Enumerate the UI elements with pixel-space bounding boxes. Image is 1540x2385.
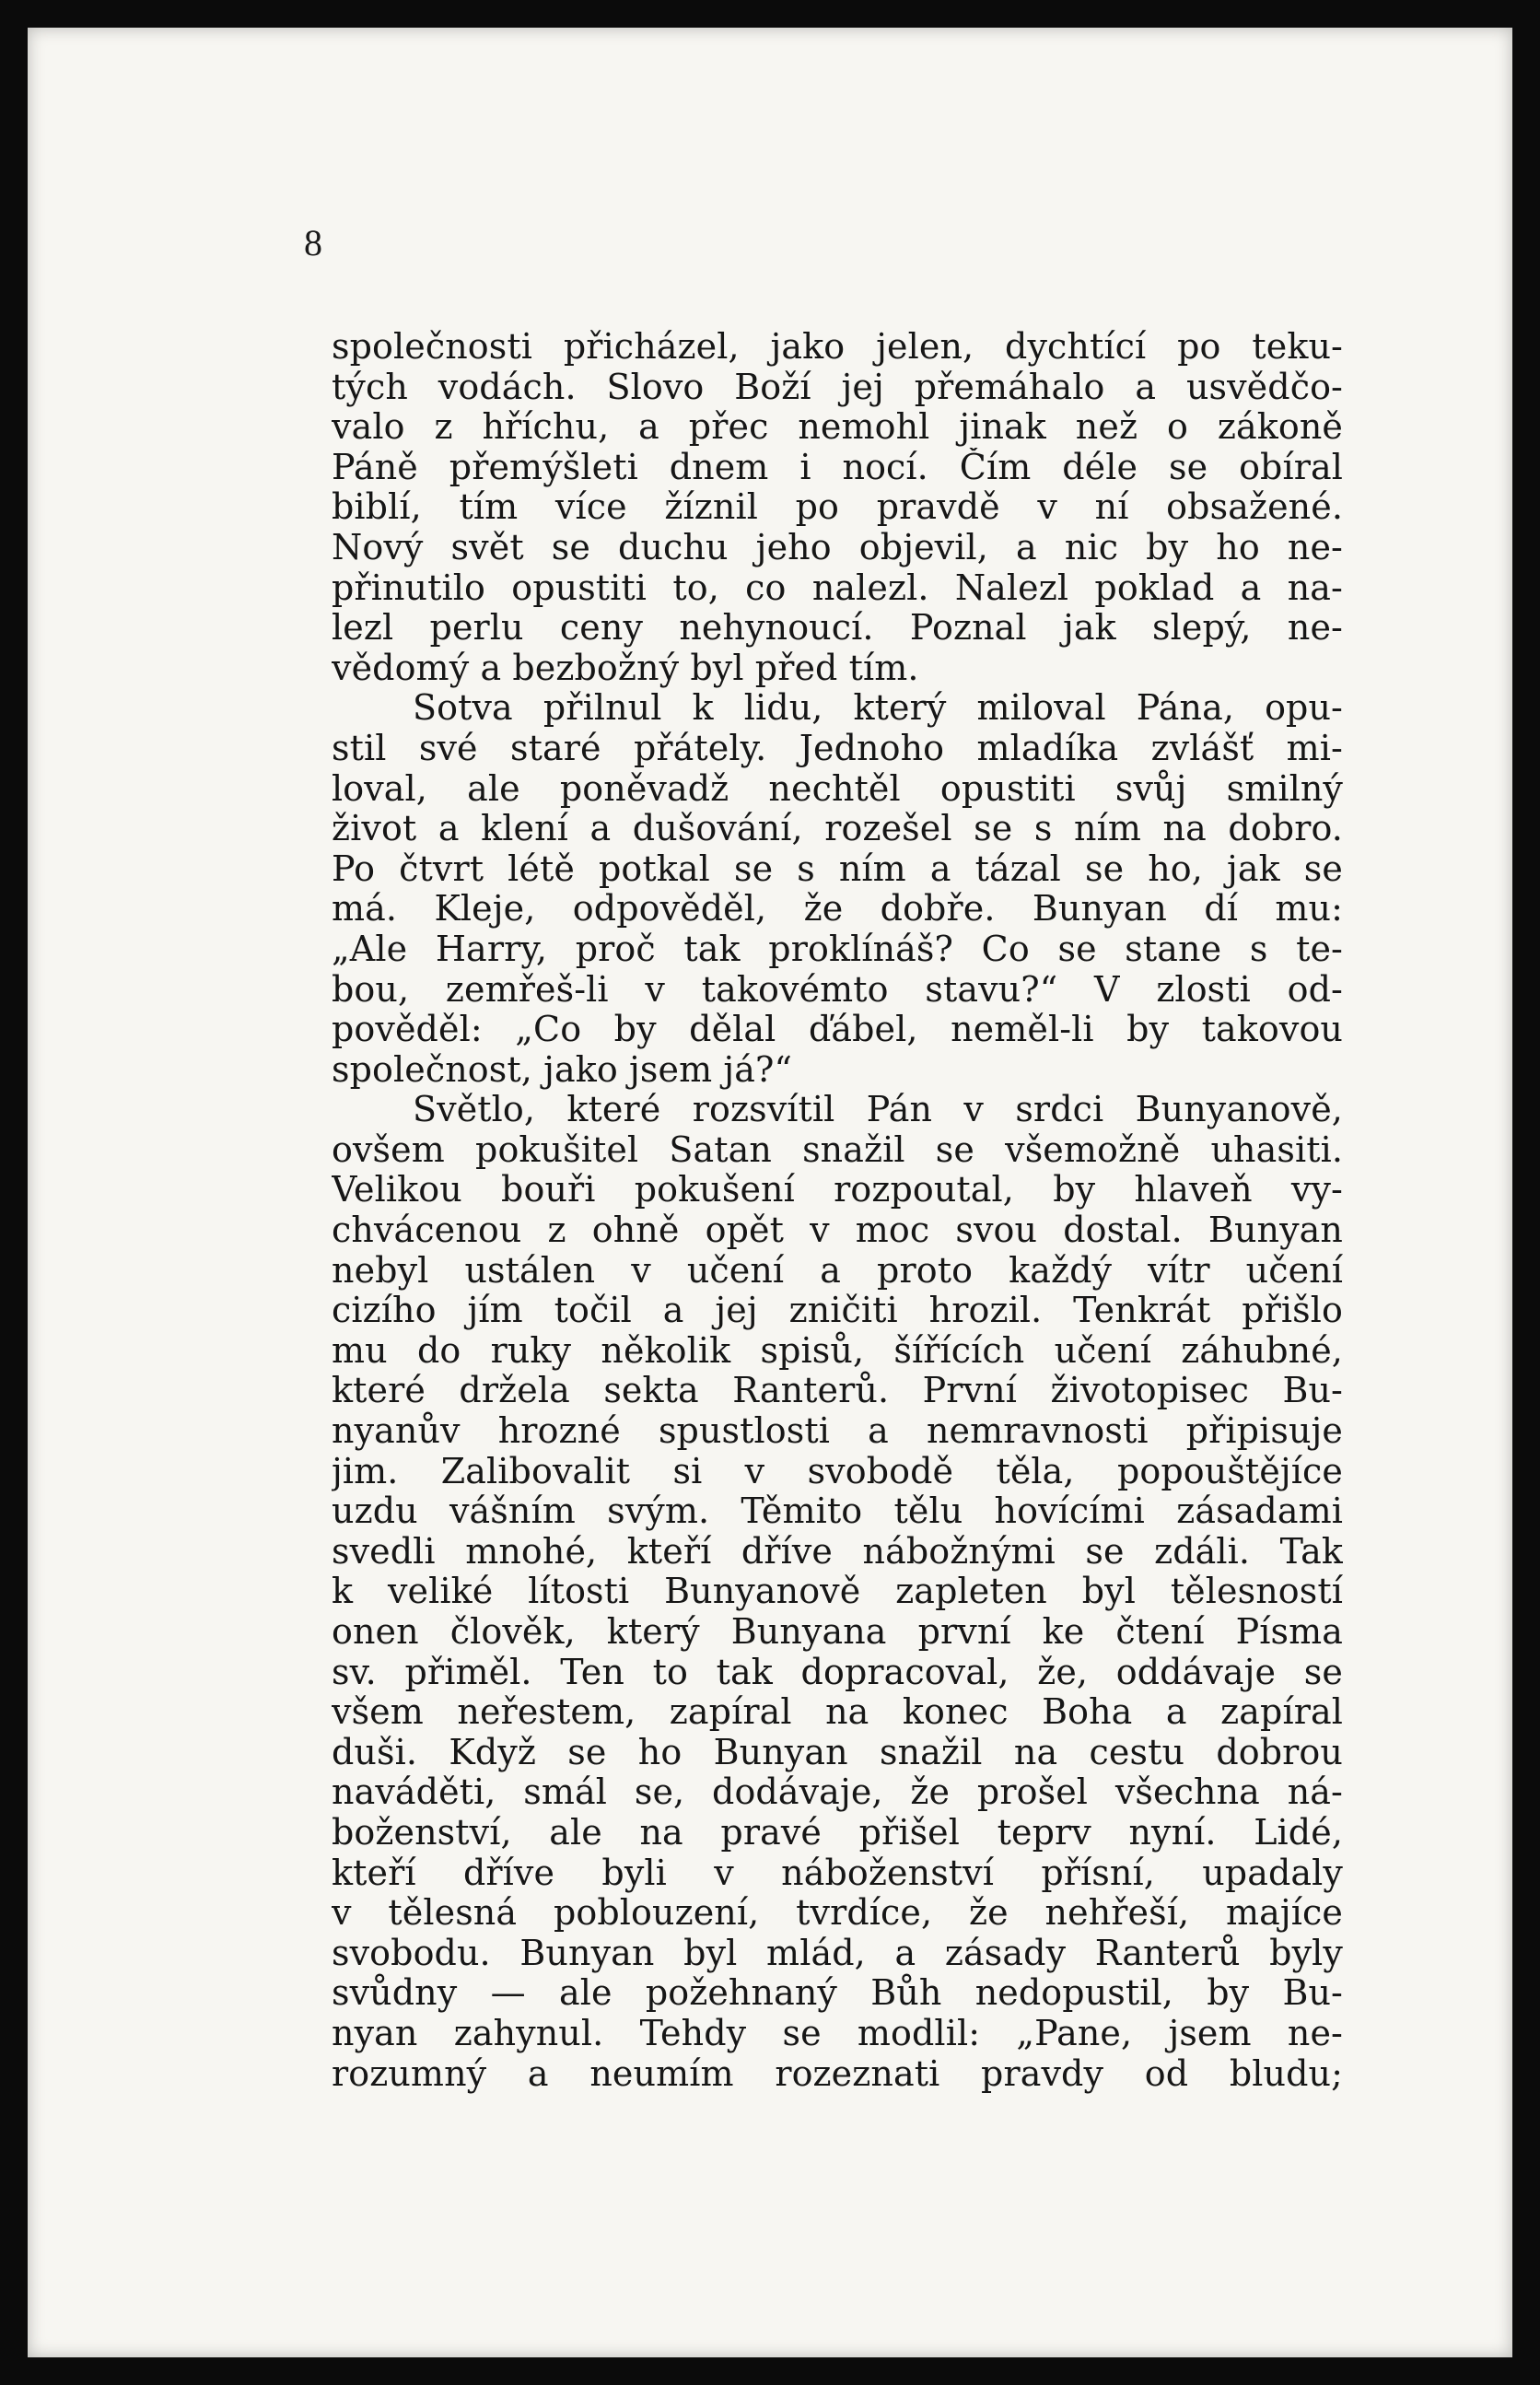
text-line: které držela sekta Ranterů. První životopisec Bu- [332,1371,1343,1411]
text-line: bou, zemřeš-li v takovémto stavu?“ V zlosti od- [332,969,1343,1010]
paragraph-start-line: Světlo, které rozsvítil Pán v srdci Bunyanově, [413,1090,1343,1130]
text-line: rozumný a neumím rozeznati pravdy od bludu; [332,2053,1343,2094]
text-line: duši. Když se ho Bunyan snažil na cestu dobrou [332,1732,1343,1772]
text-line: ovšem pokušitel Satan snažil se všemožně uhasiti. [332,1129,1343,1170]
text-line: naváděti, smál se, dodávaje, že prošel všechna ná- [332,1772,1343,1813]
text-line: Velikou bouři pokušení rozpoutal, by hlaveň vy- [332,1170,1343,1210]
text-line: nebyl ustálen v učení a proto každý vítr učení [332,1250,1343,1291]
text-line: jim. Zalibovalit si v svobodě těla, popouštějíce [332,1451,1343,1491]
paragraph-start-line: Sotva přilnul k lidu, který miloval Pána, opu- [413,688,1343,729]
text-line: v tělesná poblouzení, tvrdíce, že nehřeší, majíce [332,1893,1343,1934]
text-line: k veliké lítosti Bunyanově zapleten byl tělesností [332,1572,1343,1612]
text-line: společnosti přicházel, jako jelen, dychtící po teku- [332,327,1343,367]
text-line: nyan zahynul. Tehdy se modlil: „Pane, jsem ne- [332,2013,1343,2053]
text-line: tých vodách. Slovo Boží jej přemáhalo a usvědčo- [332,367,1343,407]
body-text [332,327,1343,2094]
text-line: přinutilo opustiti to, co nalezl. Nalezl poklad a na- [332,567,1343,608]
text-line: Nový svět se duchu jeho objevil, a nic by ho ne- [332,527,1343,567]
text-line: sv. přiměl. Ten to tak dopracoval, že, oddávaje se [332,1652,1343,1692]
text-line: biblí, tím více žíznil po pravdě v ní obsažené. [332,487,1343,528]
text-line: stil své staré přátely. Jednoho mladíka zvlášť mi- [332,728,1343,768]
text-line: valo z hříchu, a přec nemohl jinak než o zákoně [332,407,1343,448]
text-line: všem neřestem, zapíral na konec Boha a zapíral [332,1692,1343,1733]
text-line: lezl perlu ceny nehynoucí. Poznal jak slepý, ne- [332,608,1343,649]
text-line: pověděl: „Co by dělal ďábel, neměl-li by takovou [332,1010,1343,1050]
text-line: uzdu vášním svým. Těmito tělu hovícími zásadami [332,1491,1343,1532]
text-line: nyanův hrozné spustlosti a nemravnosti připisuje [332,1411,1343,1452]
text-line: boženství, ale na pravé přišel teprv nyní. Lidé, [332,1812,1343,1853]
text-line: cizího jím točil a jej zničiti hrozil. Tenkrát přišlo [332,1291,1343,1331]
text-line: život a klení a dušování, rozešel se s ním na dobro. [332,809,1343,849]
text-line: svůdny — ale požehnaný Bůh nedopustil, by Bu- [332,1973,1343,2014]
text-line: společnost, jako jsem já?“ [332,1049,793,1090]
text-line: svobodu. Bunyan byl mlád, a zásady Ranterů byly [332,1933,1343,1973]
text-line: „Ale Harry, proč tak proklínáš? Co se stane s te- [332,929,1343,969]
text-line: vědomý a bezbožný byl před tím. [332,648,919,688]
text-line: Páně přemýšleti dnem i nocí. Čím déle se obíral [332,447,1343,487]
text-line: svedli mnohé, kteří dříve nábožnými se zdáli. Tak [332,1531,1343,1572]
text-line: mu do ruky několik spisů, šířících učení záhubné, [332,1330,1343,1371]
text-line: loval, ale poněvadž nechtěl opustiti svůj smilný [332,768,1343,809]
page-number: 8 [304,222,322,263]
text-line: kteří dříve byli v náboženství přísní, upadaly [332,1853,1343,1893]
text-line: chvácenou z ohně opět v moc svou dostal. Bunyan [332,1210,1343,1251]
book-page [28,28,1512,2357]
text-line: má. Kleje, odpověděl, že dobře. Bunyan dí mu: [332,889,1343,929]
text-line: onen člověk, který Bunyana první ke čtení Písma [332,1612,1343,1652]
text-line: Po čtvrt létě potkal se s ním a tázal se ho, jak se [332,848,1343,889]
